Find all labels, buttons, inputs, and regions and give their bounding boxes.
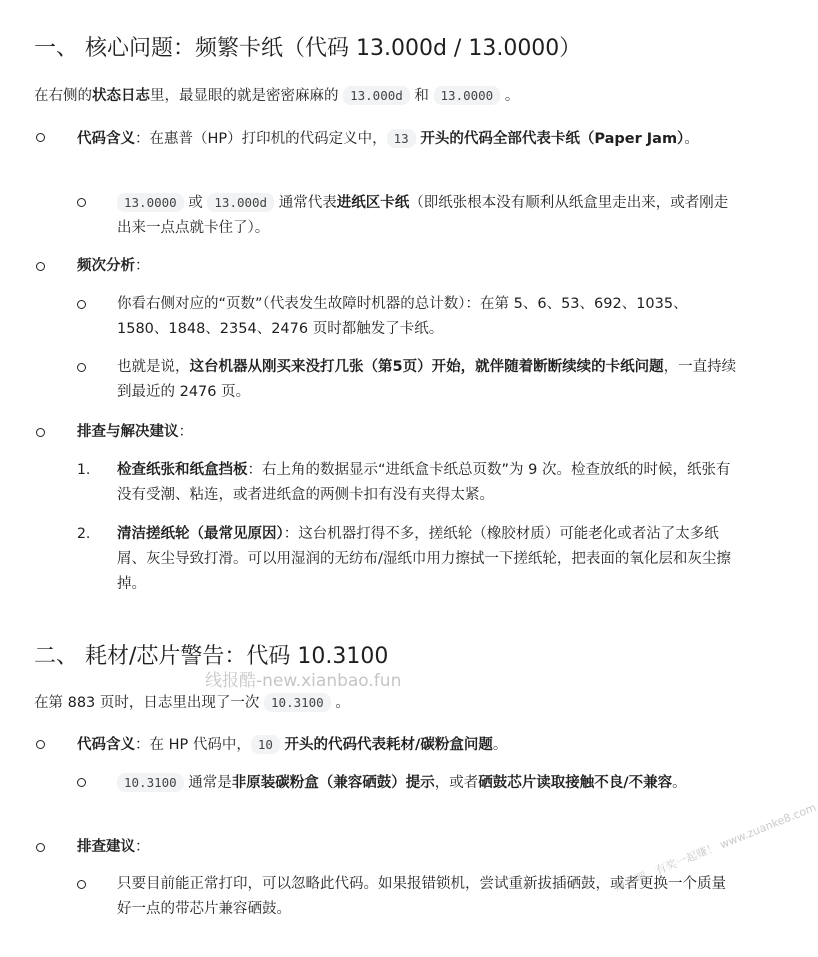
bullet-icon (77, 363, 86, 372)
item-text: ：在惠普（HP）打印机的代码定义中， (135, 131, 387, 147)
item-bold: 硒鼓芯片读取接触不良/不兼容 (478, 775, 673, 791)
inline-code: 13.0000 (117, 193, 184, 212)
item-text: ，一直持续到最近的 2476 页。 (117, 359, 737, 400)
inline-code: 13 (387, 129, 416, 148)
item-bold: 开头的代码全部代表卡纸（Paper Jam） (420, 131, 685, 147)
lead-text: 在右侧的 (34, 88, 92, 104)
bullet-icon (36, 740, 45, 749)
list-item-check (77, 835, 737, 860)
item-bold: 开头的代码代表耗材/碳粉盒问题 (284, 737, 493, 753)
list-item-numbered (117, 458, 737, 508)
bullet-icon (36, 133, 45, 142)
item-label: 频次分析 (77, 258, 135, 274)
item-text: 通常代表 (278, 195, 337, 211)
item-text: ：在 HP 代码中， (135, 737, 251, 753)
section2-lead (34, 690, 350, 716)
bullet-icon (36, 262, 45, 271)
item-label: 代码含义 (77, 737, 135, 753)
item-text: 。 (672, 775, 687, 791)
list-item-numbered (117, 522, 737, 597)
item-bold: 这台机器从刚买来没打几张（第5页）开始，就伴随着断断续续的卡纸问题 (189, 359, 664, 375)
item-text: 或 (188, 195, 203, 211)
item-text: ：这台机器打得不多，搓纸轮（橡胶材质）可能老化或者沾了太多纸屑、灰尘导致打滑。可以用湿润的无纺布/湿纸巾用力擦拭一下搓纸轮，把表面的氧化层和灰尘擦掉。 (117, 526, 731, 592)
item-bold: 非原装碳粉盒（兼容硒鼓）提示 (231, 775, 435, 791)
item-text: ，或者 (434, 775, 479, 791)
inline-code: 13.0000 (434, 86, 501, 105)
item-text: ： (135, 258, 150, 274)
bullet-icon (77, 198, 86, 207)
bullet-icon (36, 843, 45, 852)
section1-title: 一、 核心问题：频繁卡纸（代码 13.000d / 13.0000） (34, 36, 582, 61)
list-item-sub (117, 355, 742, 405)
lead-text: 。 (335, 695, 350, 711)
item-label: 代码含义 (77, 131, 135, 147)
inline-code: 13.000d (207, 193, 274, 212)
bullet-icon (77, 778, 86, 787)
item-text: 通常是 (188, 775, 232, 791)
list-item-freq (77, 254, 737, 279)
item-label: 排查与解决建议 (77, 424, 179, 440)
lead-text: 里，最显眼的就是密密麻麻的 (150, 88, 339, 104)
bullet-icon (77, 300, 86, 309)
lead-bold: 状态日志 (92, 88, 150, 104)
list-item-meaning (77, 732, 737, 758)
item-label: 排查建议 (77, 839, 135, 855)
section2-title: 二、 耗材/芯片警告：代码 10.3100 (34, 644, 389, 669)
list-number: 1. (77, 462, 91, 478)
item-text: ：右上角的数据显示“进纸盒卡纸总页数”为 9 次。检查放纸的时候，纸张有没有受潮、粘连，或者进纸盒的两侧卡扣有没有夹得太紧。 (117, 462, 731, 503)
lead-text: 在第 883 页时，日志里出现了一次 (34, 695, 260, 711)
lead-text: 。 (504, 88, 520, 104)
list-number: 2. (77, 526, 91, 542)
item-text: ： (178, 424, 193, 440)
lead-text: 和 (414, 88, 429, 104)
inline-code: 13.000d (343, 86, 410, 105)
inline-code: 10.3100 (117, 773, 184, 792)
bullet-icon (77, 880, 86, 889)
bullet-icon (36, 428, 45, 437)
item-bold: 检查纸张和纸盒挡板 (117, 462, 248, 478)
list-item-sub: 你看右侧对应的“页数”（代表发生故障时机器的总计数）：在第 5、6、53、692、1035、1580、1848、2354、2476 页时都触发了卡纸。 (117, 296, 688, 337)
inline-code: 10.3100 (264, 693, 331, 712)
list-item-sub (117, 190, 742, 241)
list-item-fix (77, 420, 737, 445)
list-item-meaning (77, 126, 737, 152)
item-text: 。 (492, 737, 508, 753)
item-text: （即纸张根本没有顺利从纸盒里走出来，或者刚走出来一点点就卡住了）。 (117, 195, 729, 236)
watermark-text: 线报酷-new.xianbao.fun (205, 671, 402, 691)
corner-watermark: 赚客吧，有奖一起赚！ www.zuanke8.com (612, 800, 818, 894)
section1-lead (34, 83, 519, 109)
item-text: 。 (684, 131, 699, 147)
list-item-sub (117, 770, 737, 796)
item-bold: 清洁搓纸轮（最常见原因） (117, 526, 284, 542)
item-text: 也就是说， (117, 359, 190, 375)
list-item-sub: 只要目前能正常打印，可以忽略此代码。如果报错锁机，尝试重新拔插硒鼓，或者更换一个质量好一点的带芯片兼容硒鼓。 (117, 876, 726, 917)
item-text: ： (135, 839, 150, 855)
item-bold: 进纸区卡纸 (336, 195, 410, 211)
inline-code: 10 (251, 735, 280, 754)
